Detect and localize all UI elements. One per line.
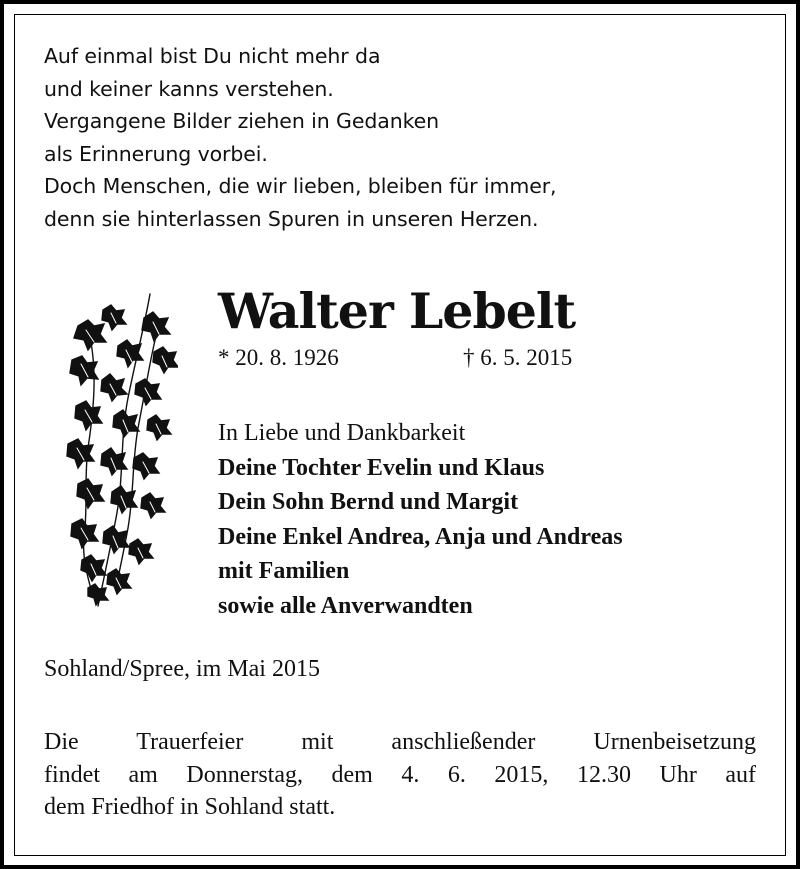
birth-date: * 20. 8. 1926 [218, 345, 339, 370]
place-and-date: Sohland/Spree, im Mai 2015 [44, 656, 320, 682]
deceased-name: Walter Lebelt [218, 282, 576, 340]
ivy-vine-icon [58, 288, 178, 613]
poem-line: als Erinnerung vorbei. [44, 141, 268, 166]
poem [44, 40, 556, 235]
mourner-line: sowie alle Anverwandten [218, 592, 473, 619]
mourner-line: mit Familien [218, 558, 350, 584]
poem-line: denn sie hinterlassen Spuren in unseren Herzen. [44, 206, 539, 231]
service-line: findet am Donnerstag, dem 4. 6. 2015, 12.30 Uhr auf [44, 761, 756, 788]
poem-line: Vergangene Bilder ziehen in Gedanken [44, 109, 440, 133]
service-line: dem Friedhof in Sohland statt. [44, 794, 336, 820]
service-line: Die Trauerfeier mit anschließender Urnenbeisetzung [44, 729, 756, 755]
mourner-line: Deine Tochter Evelin und Klaus [218, 454, 545, 481]
death-date: † 6. 5. 2015 [463, 345, 573, 370]
funeral-service-notice [44, 726, 756, 824]
mourner-line: Dein Sohn Bernd und Margit [218, 489, 519, 515]
mourner-line: Deine Enkel Andrea, Anja und Andreas [218, 523, 623, 550]
mourners-block [218, 416, 623, 623]
poem-line: Doch Menschen, die wir lieben, bleiben für immer, [44, 174, 557, 198]
poem-line: und keiner kanns verstehen. [44, 76, 334, 101]
poem-line: Auf einmal bist Du nicht mehr da [44, 44, 381, 68]
mourners-intro: In Liebe und Dankbarkeit [218, 420, 466, 446]
